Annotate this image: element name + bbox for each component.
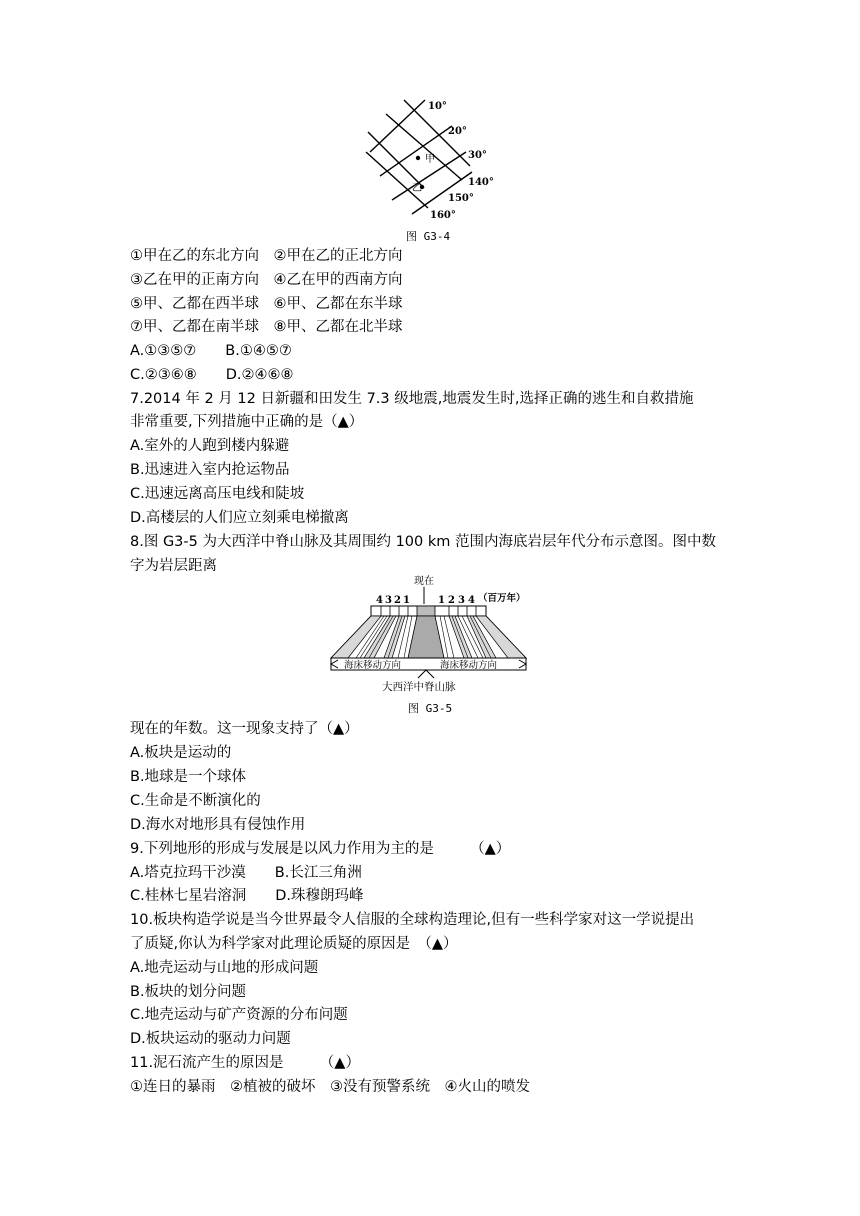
q10-choice-b: B.板块的划分问题 xyxy=(130,984,247,1000)
lat-label-30: 30° xyxy=(468,150,487,161)
q9-stem: 9.下列地形的形成与发展是以风力作用为主的是 （▲） xyxy=(130,841,511,857)
q8-choice-d: D.海水对地形具有侵蚀作用 xyxy=(130,817,306,833)
lon-label-140: 140° xyxy=(468,177,494,188)
fig5-left-tick-3: 3 xyxy=(385,595,392,606)
lat-label-20: 20° xyxy=(448,126,467,137)
q8-stem-line-2: 字为岩层距离 xyxy=(130,558,217,574)
lon-label-160: 160° xyxy=(430,210,456,221)
fig5-right-tick-4: 4 xyxy=(468,595,475,606)
lon-label-150: 150° xyxy=(448,193,474,204)
q8-choice-b: B.地球是一个球体 xyxy=(130,769,247,785)
fig5-left-tick-4: 4 xyxy=(376,595,383,606)
q8-stem-line-3: 现在的年数。这一现象支持了（▲） xyxy=(130,721,359,737)
fig5-now-label: 现在 xyxy=(414,576,434,587)
q7-stem-line-2: 非常重要,下列措施中正确的是（▲） xyxy=(130,414,364,430)
fig5-ridge-label: 大西洋中脊山脉 xyxy=(382,681,456,693)
q6-option-line-1: ①甲在乙的东北方向 ②甲在乙的正北方向 xyxy=(130,248,403,264)
q9-choice-line-2: C.桂林七星岩溶洞 D.珠穆朗玛峰 xyxy=(130,888,364,904)
figure-g3-5 xyxy=(326,570,536,700)
q8-choice-c: C.生命是不断演化的 xyxy=(130,793,261,809)
q10-choice-d: D.板块运动的驱动力问题 xyxy=(130,1031,291,1047)
fig5-right-tick-1: 1 xyxy=(438,595,445,606)
point-jia-marker xyxy=(416,156,420,160)
lat-label-10: 10° xyxy=(428,101,447,112)
point-yi-label: 乙 xyxy=(412,183,422,194)
q10-stem-line-2: 了质疑,你认为科学家对此理论质疑的原因是 （▲） xyxy=(130,936,458,952)
fig5-right-tick-2: 2 xyxy=(448,595,455,606)
fig5-left-arrow-label: 海床移动方向 xyxy=(344,660,402,671)
lat-line-10 xyxy=(370,100,425,152)
q10-choice-a: A.地壳运动与山地的形成问题 xyxy=(130,960,319,976)
q11-stem: 11.泥石流产生的原因是 （▲） xyxy=(130,1055,360,1071)
q8-choice-a: A.板块是运动的 xyxy=(130,745,232,761)
q7-choice-a: A.室外的人跑到楼内躲避 xyxy=(130,438,290,454)
q8-stem-line-1: 8.图 G3-5 为大西洋中脊山脉及其周围约 100 km 范围内海底岩层年代分布示意图。图中数 xyxy=(130,534,716,550)
fig5-ridge-pointer xyxy=(418,670,434,678)
figure-g3-4 xyxy=(360,96,500,228)
q6-option-line-3: ⑤甲、乙都在西半球 ⑥甲、乙都在东半球 xyxy=(130,296,403,312)
point-jia-label: 甲 xyxy=(425,154,435,165)
q6-choice-line-1: A.①③⑤⑦ B.①④⑤⑦ xyxy=(130,343,292,359)
figure-g3-5-caption: 图 G3-5 xyxy=(408,702,453,715)
q7-stem-line-1: 7.2014 年 2 月 12 日新疆和田发生 7.3 级地震,地震发生时,选择正确的逃生和自救措施 xyxy=(130,391,694,407)
q9-choice-line-1: A.塔克拉玛干沙漠 B.长江三角洲 xyxy=(130,865,362,881)
q6-choice-line-2: C.②③⑥⑧ D.②④⑥⑧ xyxy=(130,367,294,383)
q11-options: ①连日的暴雨 ②植被的破坏 ③没有预警系统 ④火山的喷发 xyxy=(130,1079,530,1095)
fig5-left-tick-2: 2 xyxy=(394,595,401,606)
fig5-top-center-strip xyxy=(417,606,435,616)
fig5-right-arrow-label: 海床移动方向 xyxy=(440,660,498,671)
q7-choice-c: C.迅速远离高压电线和陡坡 xyxy=(130,486,305,502)
q7-choice-d: D.高楼层的人们应立刻乘电梯撤离 xyxy=(130,510,349,526)
fig5-unit-label: （百万年） xyxy=(478,593,526,604)
q10-choice-c: C.地壳运动与矿产资源的分布问题 xyxy=(130,1007,348,1023)
fig5-left-tick-1: 1 xyxy=(403,595,410,606)
q10-stem-line-1: 10.板块构造学说是当今世界最令人信服的全球构造理论,但有一些科学家对这一学说提出 xyxy=(130,912,695,928)
fig5-right-tick-3: 3 xyxy=(458,595,465,606)
figure-g3-4-caption: 图 G3-4 xyxy=(406,230,451,243)
q7-choice-b: B.迅速进入室内抢运物品 xyxy=(130,462,290,478)
q6-option-line-4: ⑦甲、乙都在南半球 ⑧甲、乙都在北半球 xyxy=(130,319,403,335)
q6-option-line-2: ③乙在甲的正南方向 ④乙在甲的西南方向 xyxy=(130,272,403,288)
